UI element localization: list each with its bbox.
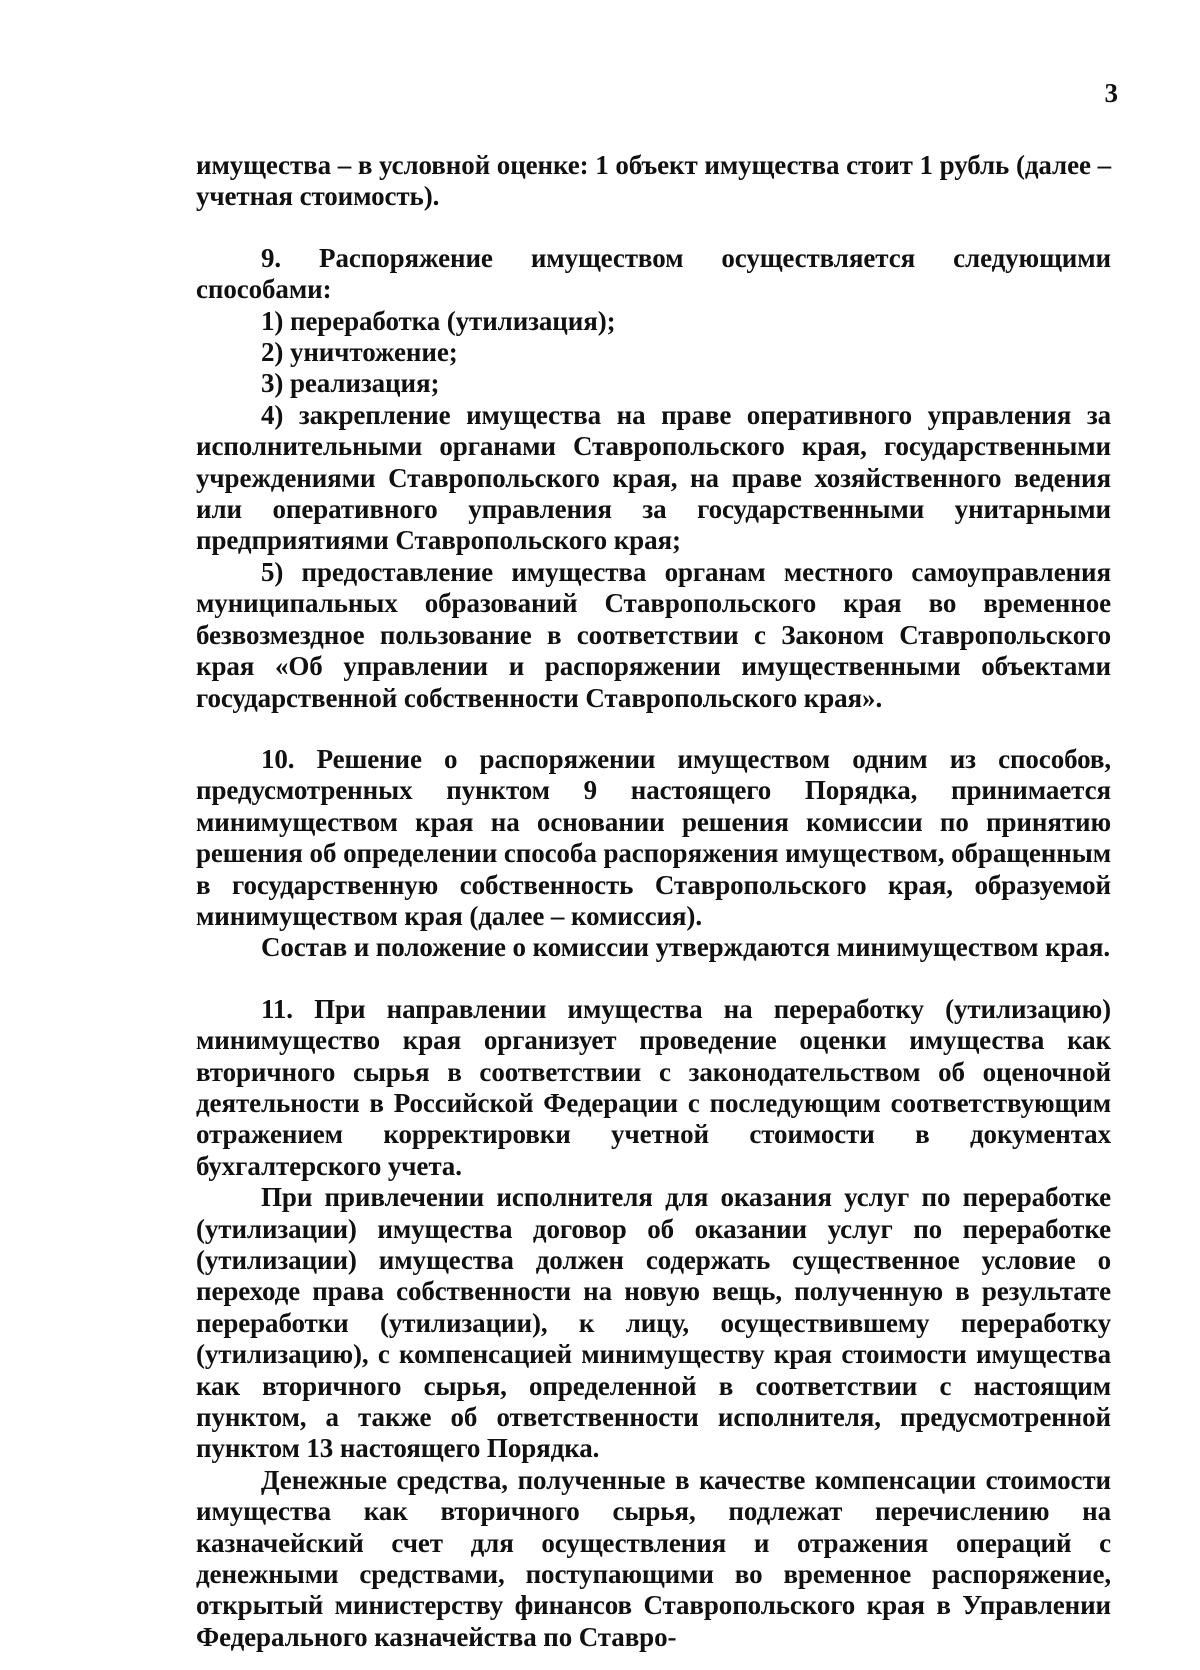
paragraph-11: 11. При направлении имущества на переработку (утилизацию) минимущество края организует проведение оценки имущества как вторичного сырья в соответствии с законодательством об оценочной деятельности в Российской Федерации с последующим соответствующим отражением корректировки учетной стоимости в документах бухгалтерского учета. [196,993,1111,1181]
paragraph-intro-continuation: имущества – в условной оценке: 1 объект имущества стоит 1 рубль (далее – учетная стоимость). [196,150,1111,212]
paragraph-9-item-5: 5) предоставление имущества органам местного самоуправления муниципальных образований Ставропольского края во временное безвозмездное пользование в соответствии с Законом Ставропольского края «Об управлении и распоряжении имущественными объектами государственной собственности Ставропольского края». [196,556,1111,713]
paragraph-11-part-2: При привлечении исполнителя для оказания услуг по переработке (утилизации) имущества договор об оказании услуг по переработке (утилизации) имущества должен содержать существенное условие о переходе права собственности на новую вещь, полученную в результате переработки (утилизации), к лицу, осуществившему переработку (утилизацию), с компенсацией минимуществу края стоимости имущества как вторичного сырья, определенной в соответствии с настоящим пунктом, а также об ответственности исполнителя, предусмотренной пунктом 13 настоящего Порядка. [196,1182,1111,1464]
page-number: 3 [1104,78,1118,108]
paragraph-10: 10. Решение о распоряжении имуществом одним из способов, предусмотренных пунктом 9 настоящего Порядка, принимается минимуществом края на основании решения комиссии по принятию решения об определении способа распоряжения имуществом, обращенным в государственную собственность Ставропольского края, образуемой минимуществом края (далее – комиссия). [196,743,1111,931]
paragraph-9-item-3: 3) реализация; [261,368,440,399]
paragraph-9: 9. Распоряжение имуществом осуществляется следующими способами: [196,242,1111,305]
paragraph-11-part-3: Денежные средства, полученные в качестве компенсации стоимости имущества как вторичного сырья, подлежат перечислению на казначейский счет для осуществления и отражения операций с денежными средствами, поступающими во временное распоряжение, открытый министерству финансов Ставропольского края в Управлении Федерального казначейства по Ставро- [196,1464,1111,1652]
paragraph-9-item-4: 4) закрепление имущества на праве оперативного управления за исполнительными органами Ставропольского края, государственными учреждениями Ставропольского края, на праве хозяйственного ведения или оперативного управления за государственными унитарными предприятиями Ставропольского края; [196,399,1111,556]
paragraph-10-part-2: Состав и положение о комиссии утверждаются минимуществом края. [261,932,1111,963]
paragraph-9-item-2: 2) уничтожение; [261,337,458,368]
document-body [196,150,1111,1653]
paragraph-9-item-1: 1) переработка (утилизация); [261,305,616,336]
